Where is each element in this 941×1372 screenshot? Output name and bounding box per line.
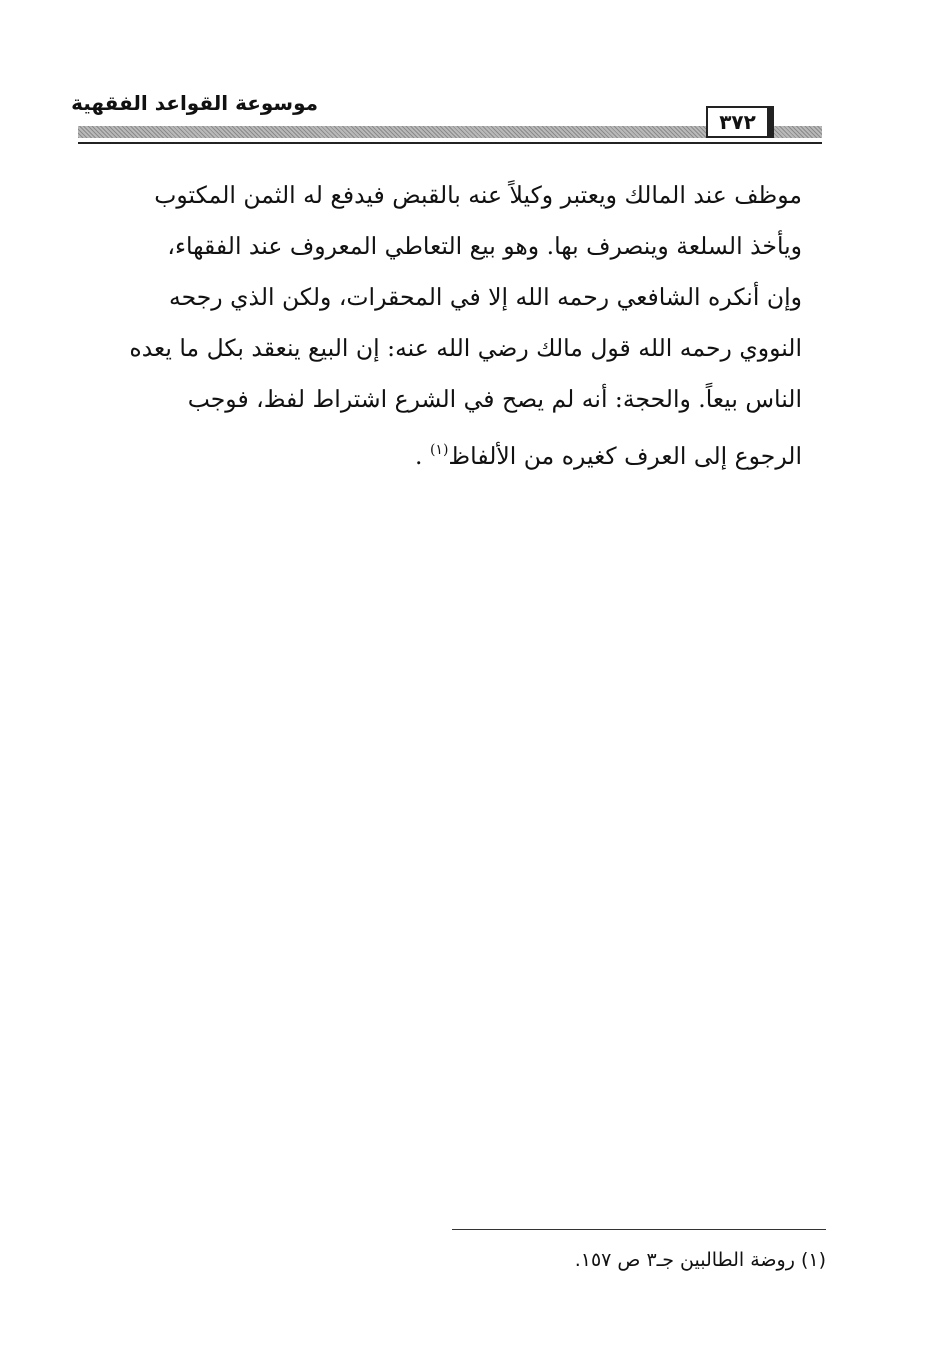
page-header (71, 88, 822, 150)
running-title: موسوعة القواعد الفقهية (71, 91, 318, 115)
footnote (452, 1244, 826, 1276)
header-rule (78, 142, 822, 144)
text-line: موظف عند المالك ويعتبر وكيلاً عنه بالقبض فيدفع له الثمن المكتوب (154, 181, 802, 209)
footnote-separator (452, 1229, 826, 1230)
text-line-last-content: الرجوع إلى العرف كغيره من الألفاظ (448, 442, 802, 470)
text-line-last (78, 425, 802, 482)
closing-punctuation: . (414, 442, 423, 470)
body-paragraph (78, 170, 802, 482)
text-line: النووي رحمه الله قول مالك رضي الله عنه: إن البيع ينعقد بكل ما يعده (129, 334, 802, 362)
text-line: الناس بيعاً. والحجة: أنه لم يصح في الشرع اشتراط لفظ، فوجب (187, 385, 802, 413)
footnote-marker: (١) (800, 1249, 826, 1271)
footnote-reference: (١) (429, 442, 449, 458)
text-line: وإن أنكره الشافعي رحمه الله إلا في المحقرات، ولكن الذي رجحه (169, 283, 802, 311)
footnote-text: روضة الطالبين جـ٣ ص ١٥٧. (574, 1249, 795, 1271)
page-number: ٣٧٢ (706, 106, 774, 138)
text-line: ويأخذ السلعة وينصرف بها. وهو بيع التعاطي المعروف عند الفقهاء، (167, 232, 802, 260)
